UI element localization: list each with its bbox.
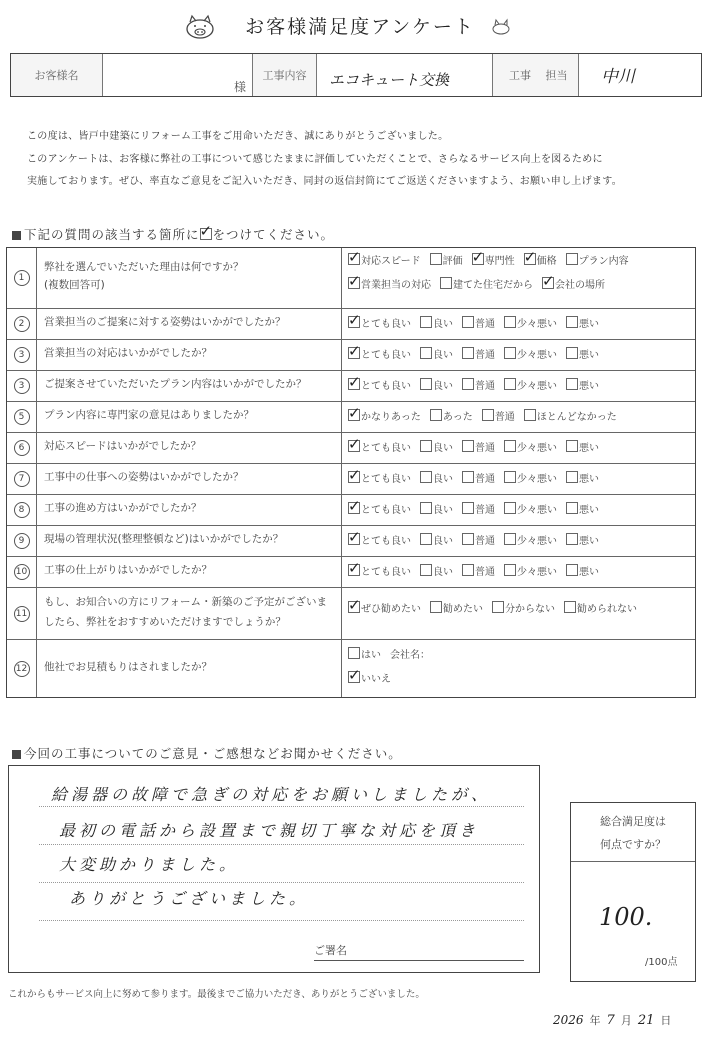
answer-option[interactable]: 普通 [462, 315, 495, 335]
signature-line[interactable] [314, 960, 524, 961]
checked-checkbox-icon[interactable] [348, 671, 360, 683]
answer-option[interactable]: 良い [420, 439, 453, 459]
question-number-circle: 2 [14, 316, 30, 332]
question-row [7, 640, 695, 697]
question-number-circle: 11 [14, 606, 30, 622]
checkbox-icon[interactable] [504, 471, 516, 483]
questions-table [6, 247, 696, 698]
question-number [7, 464, 37, 494]
answer-option[interactable]: ✓営業担当の対応 [348, 276, 431, 296]
checkbox-icon[interactable] [504, 347, 516, 359]
answer-option[interactable]: 普通 [462, 501, 495, 521]
question-text: 工事の進め方はいかがでしたか？ [37, 495, 342, 525]
checked-checkbox-icon[interactable] [348, 277, 360, 289]
score-max: /100点 [645, 957, 678, 968]
answer-option[interactable]: 勧められない [564, 600, 637, 620]
checked-checkbox-icon[interactable] [348, 502, 360, 514]
answer-option[interactable]: ✓ とても良い [348, 470, 411, 490]
construction-label: 工事 [493, 54, 535, 96]
answer-option[interactable]: 普通 [462, 470, 495, 490]
checkbox-icon[interactable] [462, 564, 474, 576]
question-row [7, 495, 695, 526]
signature-label: ご署名 [314, 944, 347, 957]
answer-options [342, 248, 695, 308]
question-text: ご提案させていただいたプラン内容はいかがでしたか？ [37, 371, 342, 401]
page-title: お客様満足度アンケート [245, 16, 475, 38]
question-text: 工事の仕上がりはいかがでしたか？ [37, 557, 342, 587]
comment-line-1: 給湯器の故障で急ぎの対応をお願いしましたが、 [51, 785, 492, 804]
answer-option[interactable]: 普通 [462, 439, 495, 459]
checkbox-icon[interactable] [420, 316, 432, 328]
question-number-circle: 9 [14, 533, 30, 549]
answer-option[interactable]: 建てた住宅だから [440, 276, 533, 296]
answer-option[interactable]: 普通 [462, 563, 495, 583]
question-number-circle: 3 [14, 347, 30, 363]
question-text: 工事中の仕事への姿勢はいかがでしたか？ [37, 464, 342, 494]
answer-options [342, 371, 695, 401]
question-text: 他社でお見積もりはされましたか？ [37, 640, 342, 697]
answer-option[interactable]: 少々悪い [504, 532, 557, 552]
question-row [7, 464, 695, 495]
checkbox-icon[interactable] [420, 347, 432, 359]
question-text: 現場の管理状況(整理整頓など)はいかがでしたか？ [37, 526, 342, 556]
intro-line-3: 実施しております。ぜひ、率直なご意見をご記入いただき、同封の返信封筒にてご返送くださいますよう、お願い申し上げます。 [27, 176, 622, 187]
staff-label: 担当 [535, 54, 579, 96]
checkbox-icon[interactable] [566, 440, 578, 452]
checked-checkbox-icon[interactable] [348, 533, 360, 545]
section-heading-comments: 今回の工事についてのご意見・ご感想などお聞かせください。 [12, 744, 402, 762]
score-value: 100. [599, 903, 653, 931]
checkbox-icon[interactable] [420, 564, 432, 576]
question-text: 営業担当のご提案に対する姿勢はいかがでしたか？ [37, 309, 342, 339]
customer-name-field[interactable] [103, 54, 253, 96]
question-row [7, 340, 695, 371]
checkbox-icon[interactable] [462, 378, 474, 390]
checkbox-icon[interactable] [566, 316, 578, 328]
answer-options [342, 640, 695, 697]
question-row [7, 557, 695, 588]
checked-checkbox-icon[interactable] [348, 440, 360, 452]
answer-option[interactable]: 普通 [462, 377, 495, 397]
checked-checkbox-icon[interactable] [348, 564, 360, 576]
question-row [7, 526, 695, 557]
question-number [7, 433, 37, 463]
score-label-1: 総合満足度は [600, 815, 666, 828]
checked-checkbox-icon[interactable] [348, 378, 360, 390]
answer-option[interactable]: 良い [420, 470, 453, 490]
answer-option[interactable]: 良い [420, 346, 453, 366]
comment-line-3: 大変助かりました。 [59, 855, 240, 874]
checkbox-icon[interactable] [462, 471, 474, 483]
checkbox-icon[interactable] [440, 277, 452, 289]
checkbox-icon[interactable] [420, 502, 432, 514]
checkbox-icon[interactable] [462, 347, 474, 359]
question-row [7, 309, 695, 340]
checkbox-icon[interactable] [566, 471, 578, 483]
checked-checkbox-icon[interactable] [348, 409, 360, 421]
question-number [7, 557, 37, 587]
square-bullet-icon [12, 750, 21, 759]
checkbox-sample-icon [200, 228, 212, 240]
answer-option[interactable]: 悪い [566, 315, 599, 335]
question-number-circle: 3 [14, 378, 30, 394]
answer-option[interactable]: 悪い [566, 470, 599, 490]
question-number [7, 248, 37, 308]
answer-options [342, 526, 695, 556]
pig-small-icon [490, 18, 512, 36]
checked-checkbox-icon[interactable] [348, 316, 360, 328]
answer-option[interactable]: ✓ とても良い [348, 377, 411, 397]
checkbox-icon[interactable] [348, 647, 360, 659]
answer-options [342, 464, 695, 494]
checkbox-icon[interactable] [566, 502, 578, 514]
answer-option[interactable]: 少々悪い [504, 315, 557, 335]
work-label: 工事内容 [253, 54, 317, 96]
answer-option[interactable]: 分からない [492, 600, 555, 620]
question-number [7, 402, 37, 432]
answer-options [342, 557, 695, 587]
checked-checkbox-icon[interactable] [348, 601, 360, 613]
checkbox-icon[interactable] [566, 378, 578, 390]
answer-option[interactable]: 悪い [566, 346, 599, 366]
answer-options [342, 588, 695, 639]
checkbox-icon[interactable] [566, 253, 578, 265]
answer-option[interactable]: 良い [420, 377, 453, 397]
answer-option[interactable]: ✓ とても良い [348, 439, 411, 459]
answer-option[interactable]: あった [430, 408, 473, 428]
answer-options [342, 495, 695, 525]
answer-option[interactable]: プラン内容 [566, 252, 629, 272]
checkbox-icon[interactable] [504, 378, 516, 390]
checkbox-icon[interactable] [430, 601, 442, 613]
comments-box[interactable] [8, 765, 540, 973]
question-row [7, 248, 695, 309]
question-number-circle: 5 [14, 409, 30, 425]
checkbox-icon[interactable] [566, 347, 578, 359]
date-field[interactable]: 2026 年 7 月 21 日 [553, 1013, 672, 1028]
question-number-circle: 12 [14, 661, 30, 677]
section-heading-questions: 下記の質問の該当する箇所に✓ をつけてください。 [12, 225, 334, 243]
checkbox-icon[interactable] [504, 440, 516, 452]
question-row [7, 588, 695, 640]
answer-option[interactable]: ✓ とても良い [348, 563, 411, 583]
checkbox-icon[interactable] [430, 409, 442, 421]
answer-option[interactable]: ✓ とても良い [348, 346, 411, 366]
intro-line-1: この度は、皆戸中建築にリフォーム工事をご用命いただき、誠にありがとうございました。 [27, 131, 449, 142]
checkbox-icon[interactable] [504, 533, 516, 545]
answer-options [342, 402, 695, 432]
question-number-circle: 10 [14, 564, 30, 580]
question-row [7, 371, 695, 402]
checkbox-icon[interactable] [420, 471, 432, 483]
checkbox-icon[interactable] [524, 409, 536, 421]
question-number [7, 588, 37, 639]
answer-option[interactable]: ✓ とても良い [348, 532, 411, 552]
answer-option[interactable]: 悪い [566, 501, 599, 521]
question-number-circle: 1 [14, 270, 30, 286]
question-number [7, 526, 37, 556]
answer-option[interactable]: 少々悪い [504, 439, 557, 459]
score-label-2: 何点ですか？ [600, 838, 666, 851]
answer-option[interactable]: 悪い [566, 377, 599, 397]
answer-option[interactable]: 良い [420, 532, 453, 552]
answer-option[interactable]: はい [348, 646, 381, 666]
answer-option[interactable]: ✓ とても良い [348, 501, 411, 521]
footer-text: これからもサービス向上に努めて参ります。最後までご協力いただき、ありがとうございました。 [8, 989, 425, 1000]
answer-option[interactable]: ✓ とても良い [348, 315, 411, 335]
answer-option[interactable]: 普通 [482, 408, 515, 428]
checked-checkbox-icon[interactable] [524, 253, 536, 265]
answer-option[interactable]: ほとんどなかった [524, 408, 617, 428]
question-text: 営業担当の対応はいかがでしたか？ [37, 340, 342, 370]
answer-option[interactable]: 少々悪い [504, 346, 557, 366]
answer-option[interactable]: 会社名： [390, 650, 430, 661]
answer-option[interactable]: 良い [420, 501, 453, 521]
answer-option[interactable]: ✓ぜひ勧めたい [348, 600, 421, 620]
question-number-circle: 6 [14, 440, 30, 456]
customer-label: お客様名 [11, 54, 103, 96]
checkbox-icon[interactable] [462, 316, 474, 328]
checkbox-icon[interactable] [430, 253, 442, 265]
comment-line-4: ありがとうございました。 [69, 889, 310, 908]
answer-option[interactable]: ✓ かなりあった [348, 408, 421, 428]
checkbox-icon[interactable] [420, 440, 432, 452]
answer-options [342, 433, 695, 463]
question-number [7, 371, 37, 401]
work-field[interactable] [317, 54, 493, 96]
question-row [7, 402, 695, 433]
staff-value: 中川 [601, 67, 635, 87]
answer-option[interactable]: 評価 [430, 252, 463, 272]
question-number-circle: 7 [14, 471, 30, 487]
question-text: 弊社を選んでいただいた理由は何ですか？ (複数回答可) [37, 248, 342, 308]
question-number [7, 495, 37, 525]
question-number [7, 640, 37, 697]
answer-option[interactable]: 少々悪い [504, 501, 557, 521]
answer-option[interactable]: 少々悪い [504, 470, 557, 490]
question-row [7, 433, 695, 464]
checkbox-icon[interactable] [564, 601, 576, 613]
answer-option[interactable]: 少々悪い [504, 377, 557, 397]
checkbox-icon[interactable] [420, 378, 432, 390]
answer-option[interactable]: ✓ 専門性 [472, 252, 515, 272]
checked-checkbox-icon[interactable] [472, 253, 484, 265]
question-text: 対応スピードはいかがでしたか？ [37, 433, 342, 463]
answer-option[interactable]: 悪い [566, 439, 599, 459]
checkbox-icon[interactable] [462, 440, 474, 452]
answer-option[interactable]: 普通 [462, 346, 495, 366]
question-number [7, 309, 37, 339]
answer-option[interactable]: 良い [420, 315, 453, 335]
checkbox-icon[interactable] [504, 316, 516, 328]
checkbox-icon[interactable] [504, 502, 516, 514]
checkbox-icon[interactable] [566, 564, 578, 576]
answer-option[interactable]: 良い [420, 563, 453, 583]
question-number [7, 340, 37, 370]
answer-option[interactable]: 少々悪い [504, 563, 557, 583]
checkbox-icon[interactable] [420, 533, 432, 545]
checkbox-icon[interactable] [492, 601, 504, 613]
checked-checkbox-icon[interactable] [348, 347, 360, 359]
square-bullet-icon [12, 231, 21, 240]
checkbox-icon[interactable] [504, 564, 516, 576]
answer-option[interactable]: 普通 [462, 532, 495, 552]
answer-options [342, 340, 695, 370]
answer-option[interactable]: ✓いいえ [348, 670, 391, 690]
checked-checkbox-icon[interactable] [348, 471, 360, 483]
checked-checkbox-icon[interactable] [542, 277, 554, 289]
checkbox-icon[interactable] [566, 533, 578, 545]
answer-options [342, 309, 695, 339]
checkbox-icon[interactable] [462, 502, 474, 514]
intro-line-2: このアンケートは、お客様に弊社の工事について感じたままに評価していただくことで、さらなるサービス向上を図るために [27, 154, 603, 165]
answer-option[interactable]: ✓ 価格 [524, 252, 557, 272]
comment-line-2: 最初の電話から設置まで親切丁寧な対応を頂き [59, 821, 480, 840]
answer-option[interactable]: 悪い [566, 532, 599, 552]
honorific: 様 [233, 80, 246, 94]
staff-field[interactable] [579, 54, 701, 96]
work-value: エコキュート交換 [329, 71, 450, 89]
answer-option[interactable]: ✓対応スピード [348, 252, 421, 272]
answer-option[interactable]: 勧めたい [430, 600, 483, 620]
checkbox-icon[interactable] [462, 533, 474, 545]
answer-option[interactable]: 悪い [566, 563, 599, 583]
header-table [10, 53, 702, 97]
question-number-circle: 8 [14, 502, 30, 518]
question-text: もし、お知合いの方にリフォーム・新築のご予定がございましたら、弊社をおすすめいただけますでしょうか？ [37, 588, 342, 639]
checkbox-icon[interactable] [482, 409, 494, 421]
checked-checkbox-icon[interactable] [348, 253, 360, 265]
question-text: プラン内容に専門家の意見はありましたか？ [37, 402, 342, 432]
score-box[interactable] [570, 802, 696, 982]
answer-option[interactable]: ✓ 会社の場所 [542, 276, 605, 296]
